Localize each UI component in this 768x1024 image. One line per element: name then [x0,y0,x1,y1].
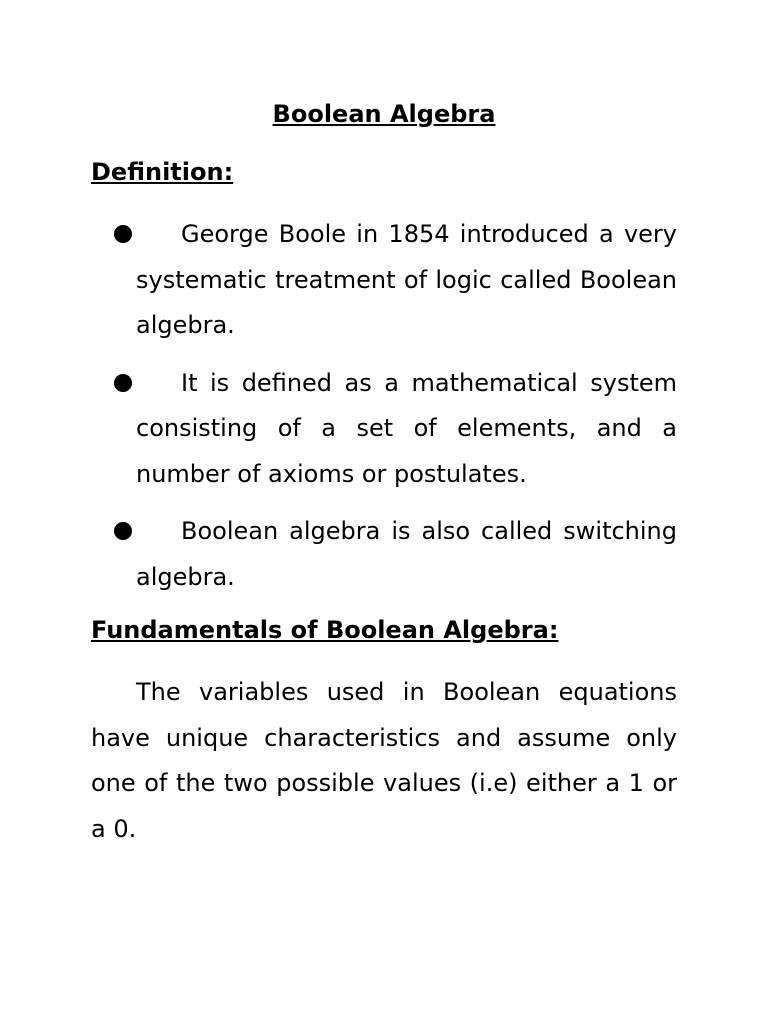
fundamentals-paragraph: The variables used in Boolean equations have unique characteristics and assume only one of the two possible values (i.e) either a 1 or a 0. [91,678,677,843]
list-item [91,361,677,498]
list-item-text: George Boole in 1854 introduced a very systematic treatment of logic called Boolean algebra. [136,220,677,339]
document-page [91,96,677,852]
list-item [91,212,677,349]
definition-heading: Definition: [91,158,234,186]
document-title: Boolean Algebra [272,100,496,128]
definition-list [91,212,677,600]
fundamentals-heading: Fundamentals of Boolean Algebra: [91,616,559,644]
bullet-dot-icon [114,225,132,243]
bullet-dot-icon [114,374,132,392]
list-item [91,509,677,600]
bullet-dot-icon [114,522,132,540]
list-item-text: Boolean algebra is also called switching algebra. [136,517,677,591]
list-item-text: It is defined as a mathematical system consisting of a set of elements, and a number of axioms or postulates. [136,368,677,488]
